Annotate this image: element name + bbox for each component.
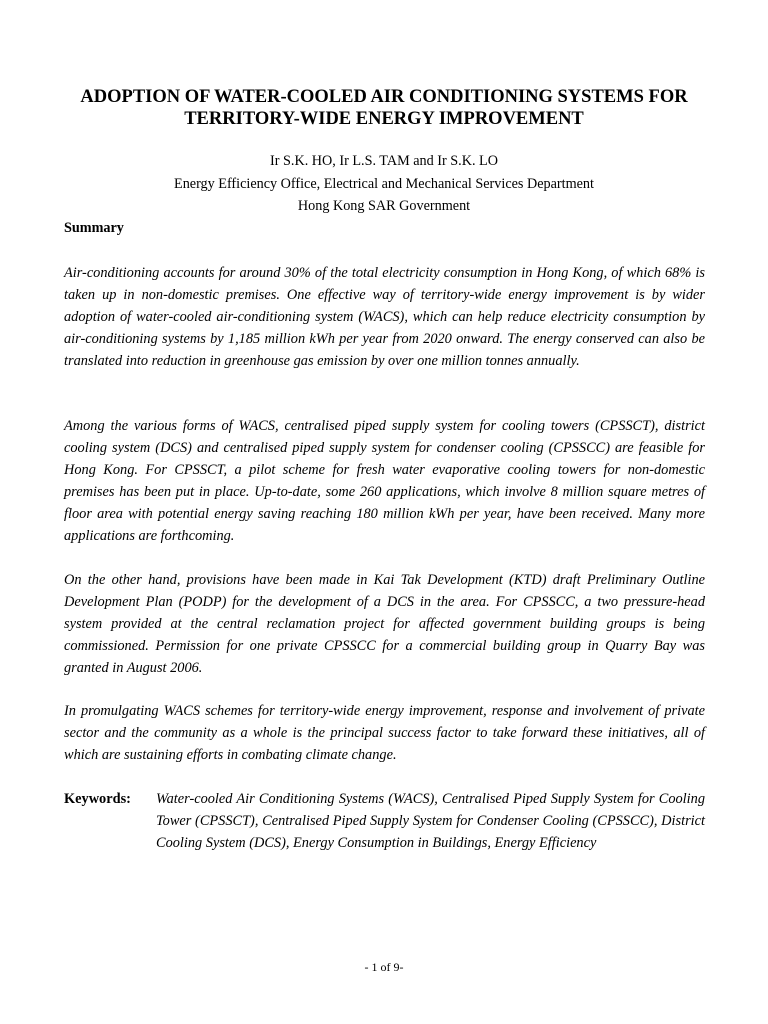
authors: Ir S.K. HO, Ir L.S. TAM and Ir S.K. LO bbox=[270, 153, 498, 169]
document-title: ADOPTION OF WATER-COOLED AIR CONDITIONING SYSTEMS FOR TERRITORY-WIDE ENERGY IMPROVEMENT bbox=[80, 87, 688, 129]
page-number: - 1 of 9- bbox=[364, 960, 404, 974]
summary-paragraph-4: In promulgating WACS schemes for territory-wide energy improvement, response and involvement of private sector and the community as a whole is the principal success factor to take forward these initiatives, all of which are sustaining efforts in combating climate change. bbox=[64, 703, 705, 763]
summary-paragraph-1: Air-conditioning accounts for around 30% of the total electricity consumption in Hong Kong, of which 68% is taken up in non-domestic premises. One effective way of territory-wide energy improvement is by wider adoption of water-cooled air-conditioning system (WACS), which can help reduce electricity consumption by air-conditioning systems by 1,185 million kWh per year from 2020 onward. The energy conserved can also be translated into reduction in greenhouse gas emission by over one million tonnes annually. bbox=[64, 265, 705, 369]
organization: Hong Kong SAR Government bbox=[297, 198, 471, 214]
summary-paragraph-2: Among the various forms of WACS, centralised piped supply system for cooling towers (CPSSCT), district cooling system (DCS) and centralised piped supply system for condenser cooling (CPSSCC) are feasible for Hong Kong. For CPSSCT, a pilot scheme for fresh water evaporative cooling towers for non-domestic premises has been put in place. Up-to-date, some 260 applications, which involve 8 million square metres of floor area with potential energy saving reaching 180 million kWh per year, have been received. Many more applications are forthcoming. bbox=[64, 418, 705, 544]
keywords-text: Water-cooled Air Conditioning Systems (WACS), Centralised Piped Supply System for Cooling Tower (CPSSCT), Centralised Piped Supply System for Condenser Cooling (CPSSCC), District Cooling System (DCS), Energy Consumption in Buildings, Energy Efficiency bbox=[156, 791, 705, 851]
summary-paragraph-3: On the other hand, provisions have been made in Kai Tak Development (KTD) draft Preliminary Outline Development Plan (PODP) for the development of a DCS in the area. For CPSSCC, a two pressure-head system provided at the central reclamation project for affected government building groups is being commissioned. Permission for one private CPSSCC for a commercial building group in Quarry Bay was granted in August 2006. bbox=[64, 572, 705, 676]
affiliation: Energy Efficiency Office, Electrical and Mechanical Services Department bbox=[174, 176, 594, 192]
summary-heading: Summary bbox=[64, 220, 124, 236]
keywords-label: Keywords: bbox=[64, 791, 131, 807]
keywords-block bbox=[64, 788, 705, 854]
